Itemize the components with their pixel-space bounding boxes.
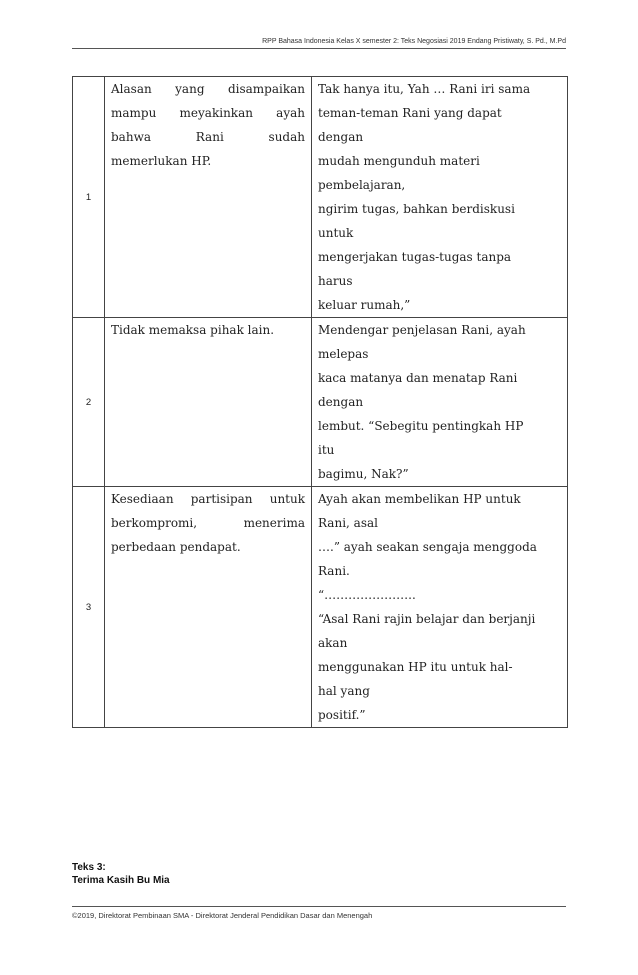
text-line: dengan (318, 395, 364, 409)
text-line: perbedaan pendapat. (111, 540, 241, 554)
teks-section (72, 861, 170, 887)
quote-cell (312, 77, 568, 318)
text-line: Kesediaan partisipan untuk (111, 492, 305, 506)
text-line: teman-teman Rani yang dapat (318, 106, 502, 120)
quote-cell (312, 487, 568, 728)
text-line: melepas (318, 347, 369, 361)
text-line: ….” ayah seakan sengaja menggoda (318, 540, 537, 554)
text-line: dengan (318, 130, 364, 144)
row-number: 3 (73, 487, 105, 728)
header-divider (72, 48, 566, 49)
text-line: Tidak memaksa pihak lain. (111, 323, 275, 337)
text-line: mudah mengunduh materi (318, 154, 480, 168)
text-line: Ayah akan membelikan HP untuk (318, 492, 521, 506)
text-line: mampu meyakinkan ayah (111, 106, 305, 120)
text-line: Rani. (318, 564, 350, 578)
text-line: “Asal Rani rajin belajar dan berjanji (318, 612, 536, 626)
text-line: untuk (318, 226, 354, 240)
text-line: Rani, asal (318, 516, 378, 530)
text-line: positif.” (318, 708, 366, 722)
principle-cell (105, 487, 312, 728)
page-footer: ©2019, Direktorat Pembinaan SMA - Direktorat Jenderal Pendidikan Dasar dan Menengah (72, 911, 373, 920)
text-line: kaca matanya dan menatap Rani (318, 371, 518, 385)
text-line: lembut. “Sebegitu pentingkah HP (318, 419, 524, 433)
page-header: RPP Bahasa Indonesia Kelas X semester 2: Teks Negosiasi 2019 Endang Pristiwaty, S. Pd., M.Pd (262, 38, 566, 45)
text-line: akan (318, 636, 348, 650)
text-line: itu (318, 443, 335, 457)
text-line: keluar rumah,” (318, 298, 411, 312)
principle-cell (105, 318, 312, 487)
row-number: 2 (73, 318, 105, 487)
text-line: bagimu, Nak?” (318, 467, 409, 481)
text-line: pembelajaran, (318, 178, 406, 192)
text-line: Mendengar penjelasan Rani, ayah (318, 323, 526, 337)
table-row (73, 318, 568, 487)
footer-divider (72, 906, 566, 907)
row-number: 1 (73, 77, 105, 318)
negotiation-table (72, 76, 568, 728)
text-line: mengerjakan tugas-tugas tanpa (318, 250, 512, 264)
text-line: “………………….. (318, 588, 416, 602)
text-line: memerlukan HP. (111, 154, 212, 168)
quote-cell (312, 318, 568, 487)
teks-title: Terima Kasih Bu Mia (72, 875, 170, 886)
table-row (73, 77, 568, 318)
text-line: ngirim tugas, bahkan berdiskusi (318, 202, 515, 216)
text-line: hal yang (318, 684, 370, 698)
text-line: harus (318, 274, 353, 288)
text-line: Alasan yang disampaikan (111, 82, 305, 96)
text-line: berkompromi, menerima (111, 516, 305, 530)
text-line: Tak hanya itu, Yah … Rani iri sama (318, 82, 531, 96)
teks-label: Teks 3: (72, 862, 106, 873)
text-line: menggunakan HP itu untuk hal- (318, 660, 513, 674)
text-line: bahwa Rani sudah (111, 130, 305, 144)
table-row (73, 487, 568, 728)
principle-cell (105, 77, 312, 318)
